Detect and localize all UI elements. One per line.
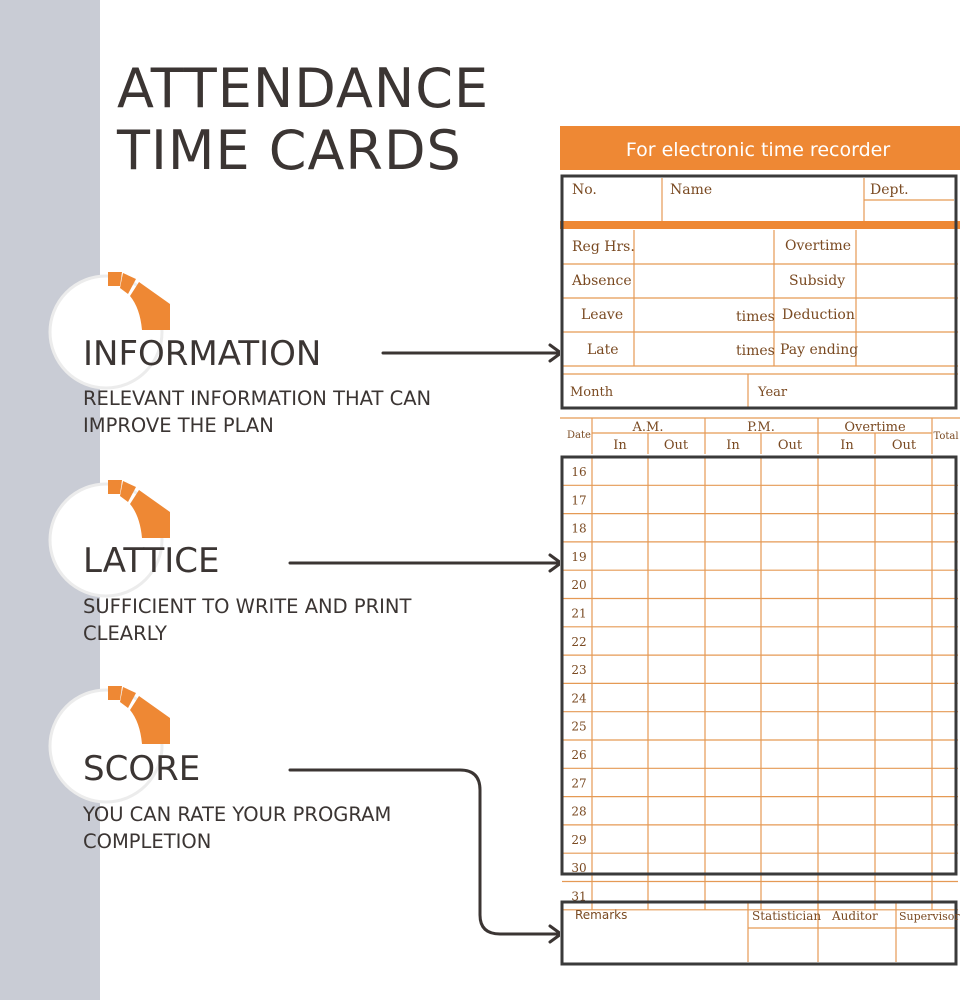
day-number: 16 (571, 465, 587, 479)
label-out-am: Out (663, 438, 689, 453)
label-times-2: times (736, 343, 775, 359)
day-number: 20 (571, 578, 587, 593)
day-number: 31 (571, 889, 587, 904)
info-grid (562, 178, 958, 408)
label-am: A.M. (632, 420, 664, 435)
label-overtime-col: Overtime (844, 420, 906, 435)
label-month: Month (570, 385, 614, 400)
day-grid-border (562, 457, 956, 874)
label-pm: P.M. (747, 420, 775, 435)
label-out-pm: Out (777, 438, 803, 453)
label-dept: Dept. (870, 182, 909, 198)
feature-desc-line: CLEARLY (83, 622, 167, 645)
title-line-2: TIME CARDS (117, 119, 462, 182)
day-number: 26 (571, 748, 587, 762)
label-subsidy: Subsidy (789, 273, 846, 289)
label-overtime: Overtime (785, 238, 852, 254)
day-number: 29 (571, 832, 587, 847)
title-line-1: ATTENDANCE (117, 57, 490, 120)
arrow-information (383, 345, 561, 361)
label-deduction: Deduction (782, 307, 855, 323)
day-number: 24 (571, 691, 587, 706)
day-number: 23 (571, 663, 587, 678)
label-year: Year (758, 385, 788, 400)
day-number: 30 (571, 861, 587, 876)
feature-title-lattice: LATTICE (83, 541, 220, 581)
feature-desc-line: COMPLETION (83, 830, 212, 853)
time-card (560, 126, 960, 970)
day-number: 18 (571, 521, 587, 536)
label-reg-hrs: Reg Hrs. (572, 239, 635, 255)
feature-title-score: SCORE (83, 749, 201, 789)
label-auditor: Auditor (832, 909, 878, 923)
info-divider-bar (560, 221, 960, 229)
feature-title-information: INFORMATION (83, 334, 322, 374)
label-statistician: Statistician (752, 909, 822, 923)
arrow-score (290, 770, 561, 942)
day-number: 17 (571, 493, 587, 508)
label-times-1: times (736, 309, 775, 325)
feature-desc-line: RELEVANT INFORMATION THAT CAN (83, 387, 432, 410)
feature-desc-line: IMPROVE THE PLAN (83, 414, 274, 437)
label-in-ot: In (840, 438, 854, 453)
label-absence: Absence (572, 273, 632, 289)
day-number: 19 (571, 549, 587, 564)
label-name: Name (670, 182, 713, 198)
label-date: Date (567, 430, 591, 441)
card-header-text: For electronic time recorder (625, 139, 891, 161)
feature-desc-line: YOU CAN RATE YOUR PROGRAM (83, 803, 392, 826)
label-no: No. (572, 182, 597, 198)
feature-desc-line: SUFFICIENT TO WRITE AND PRINT (83, 595, 412, 618)
label-remarks: Remarks (575, 908, 628, 922)
label-total: Total (933, 431, 959, 442)
day-labels (571, 465, 587, 904)
arrow-lattice (290, 555, 561, 571)
day-number: 22 (571, 634, 587, 649)
label-in-am: In (613, 438, 627, 453)
label-pay-ending: Pay ending (780, 342, 859, 358)
day-grid (562, 457, 958, 910)
label-out-ot: Out (891, 438, 917, 453)
day-number: 25 (571, 719, 587, 734)
day-number: 28 (571, 804, 587, 819)
label-late: Late (587, 342, 619, 358)
label-supervisor: Supervisor (899, 910, 960, 923)
info-box-border (562, 176, 956, 408)
label-in-pm: In (726, 438, 740, 453)
time-card-drawing (560, 126, 960, 970)
day-number: 27 (571, 776, 587, 791)
day-number: 21 (571, 606, 587, 621)
label-leave: Leave (581, 307, 624, 323)
